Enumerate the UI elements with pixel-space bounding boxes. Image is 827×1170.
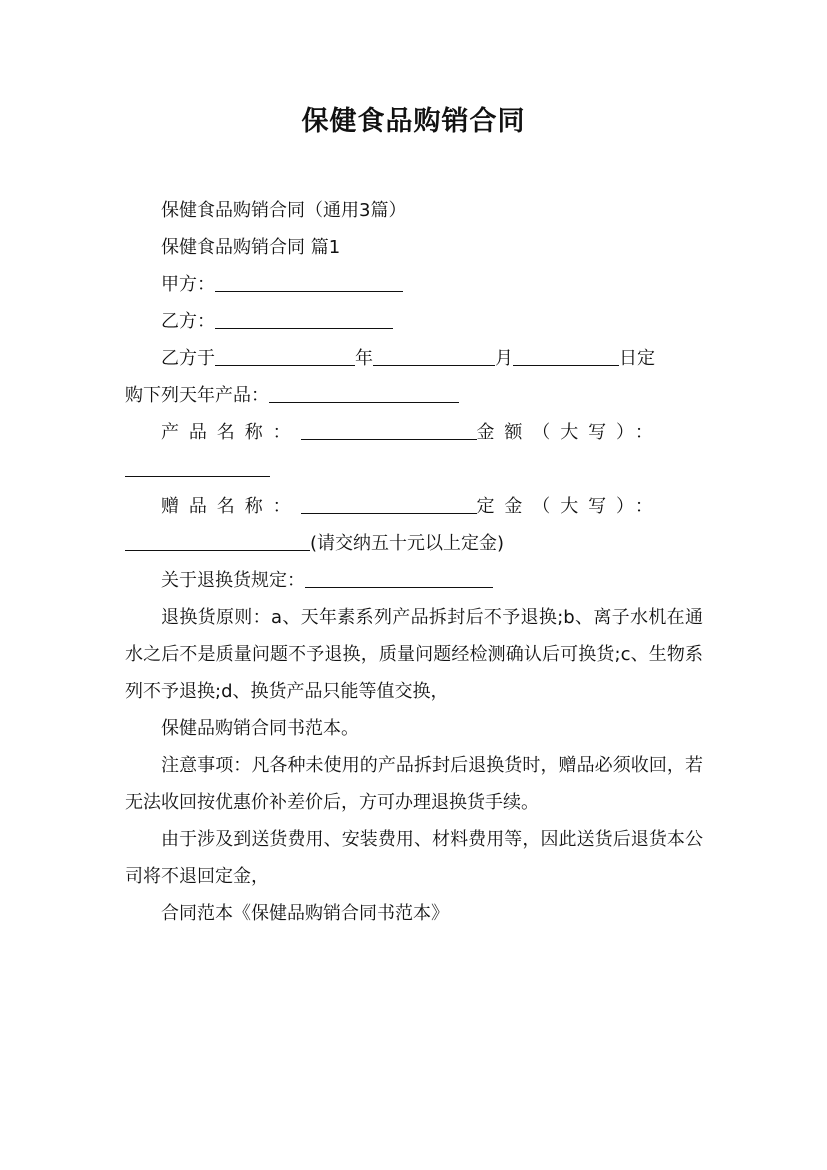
day-label: 日定 <box>619 348 655 369</box>
subtitle: 保健食品购销合同（通用3篇） <box>161 200 407 221</box>
order-date-line <box>125 340 703 377</box>
party-b-line <box>125 303 703 340</box>
order-products-blank[interactable] <box>269 384 459 403</box>
order-products-line <box>125 377 703 414</box>
month-blank[interactable] <box>373 347 495 366</box>
year-label: 年 <box>355 348 373 369</box>
closing-paragraph: 合同范本《保健品购销合同书范本》 <box>161 903 449 924</box>
return-rules-blank[interactable] <box>305 569 493 588</box>
product-name-blank[interactable] <box>301 421 477 440</box>
party-a-blank[interactable] <box>215 273 403 292</box>
order-products-label: 购下列天年产品： <box>125 385 269 406</box>
party-b-label: 乙方： <box>161 311 215 332</box>
section-heading: 保健食品购销合同 篇1 <box>161 237 341 258</box>
gift-line <box>125 488 703 525</box>
amount-value-line <box>125 451 703 488</box>
document-title: 保健食品购销合同 <box>301 106 526 137</box>
sample-paragraph: 保健品购销合同书范本。 <box>161 718 359 739</box>
gift-name-label: 赠品名称： <box>161 496 301 517</box>
day-blank[interactable] <box>513 347 619 366</box>
return-rules-line <box>125 562 703 599</box>
month-label: 月 <box>495 348 513 369</box>
delivery-paragraph: 由于涉及到送货费用、安装费用、材料费用等，因此送货后退货本公司将不退回定金， <box>125 829 703 887</box>
notice-paragraph: 注意事项：凡各种未使用的产品拆封后退换货时，赠品必须收回，若无法收回按优惠价补差价后，方可办理退换货手续。 <box>125 755 703 813</box>
product-line <box>125 414 703 451</box>
party-a-label: 甲方： <box>161 274 215 295</box>
amount-label: 金额（大写）： <box>476 422 663 443</box>
return-rules-label: 关于退换货规定： <box>161 570 305 591</box>
return-principle-paragraph: 退换货原则：a、天年素系列产品拆封后不予退换;b、离子水机在通水之后不是质量问题不予退换，质量问题经检测确认后可换货;c、生物系列不予退换;d、换货产品只能等值交换， <box>125 607 703 702</box>
party-a-line <box>125 266 703 303</box>
year-blank[interactable] <box>215 347 355 366</box>
product-name-label: 产品名称： <box>161 422 301 443</box>
order-date-prefix: 乙方于 <box>161 348 215 369</box>
deposit-label: 定金（大写）： <box>476 496 663 517</box>
party-b-blank[interactable] <box>215 310 393 329</box>
deposit-note: (请交纳五十元以上定金) <box>310 533 505 554</box>
deposit-blank[interactable] <box>125 532 310 551</box>
gift-name-blank[interactable] <box>301 495 477 514</box>
document-body <box>125 192 703 932</box>
amount-blank[interactable] <box>125 458 270 477</box>
deposit-value-line <box>125 525 703 562</box>
